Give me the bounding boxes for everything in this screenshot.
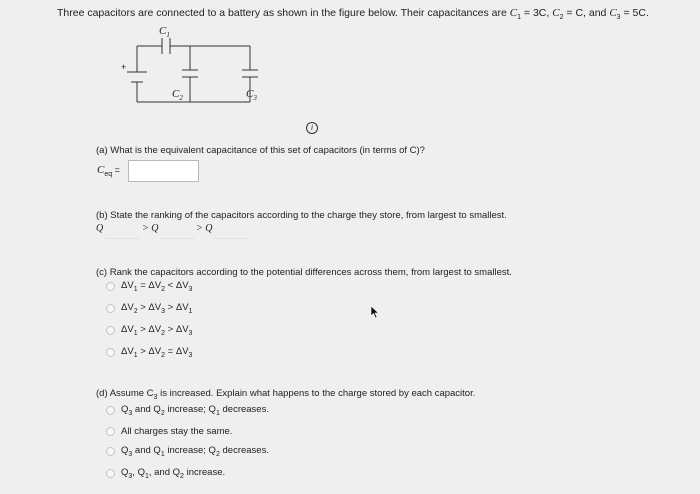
option-label: $Q_3$ and $Q_2$ increase; $Q_1$ decreases. xyxy=(121,404,269,417)
radio-button[interactable] xyxy=(106,406,115,415)
info-icon[interactable]: i xyxy=(306,122,318,134)
ranking-blank-1[interactable] xyxy=(105,224,140,239)
part-a-question: (a) What is the equivalent capacitance of this set of capacitors (in terms of C)? xyxy=(96,145,425,156)
radio-button[interactable] xyxy=(106,469,115,478)
part-b-question: (b) State the ranking of the capacitors according to the charge they store, from largest to smallest. xyxy=(96,210,507,221)
option-label: $\Delta V_2 > \Delta V_3 > \Delta V_1$ xyxy=(121,302,193,315)
c2-label: $C_2$ xyxy=(172,88,183,102)
mouse-cursor-icon xyxy=(370,305,380,319)
c1-label: $C_1$ xyxy=(159,25,170,39)
part-c-option-4[interactable] xyxy=(106,346,192,359)
part-c-option-3[interactable] xyxy=(106,324,192,337)
radio-button[interactable] xyxy=(106,282,115,291)
ranking-sep-2: > Q xyxy=(196,223,213,234)
radio-button[interactable] xyxy=(106,427,115,436)
ranking-blank-3[interactable] xyxy=(214,224,249,239)
option-label: $\Delta V_1 = \Delta V_2 < \Delta V_3$ xyxy=(121,280,193,293)
circuit-diagram xyxy=(110,24,270,116)
option-label: $\Delta V_1 > \Delta V_2 > \Delta V_3$ xyxy=(121,324,193,337)
ceq-input[interactable] xyxy=(128,160,199,182)
option-label: All charges stay the same. xyxy=(121,426,233,437)
battery-plus-label: + xyxy=(121,62,127,72)
option-label: $\Delta V_1 > \Delta V_2 = \Delta V_3$ xyxy=(121,346,193,359)
radio-button[interactable] xyxy=(106,304,115,313)
part-d-option-4[interactable] xyxy=(106,467,225,480)
part-d-question: (d) Assume $C_3$ is increased. Explain what happens to the charge stored by each capacitor. xyxy=(96,388,476,401)
c3-label: $C_3$ xyxy=(246,88,257,102)
part-c-option-1[interactable] xyxy=(106,280,192,293)
part-c-question: (c) Rank the capacitors according to the potential differences across them, from largest to smallest. xyxy=(96,267,512,278)
ceq-label: $C_{eq}$ = xyxy=(97,164,120,178)
ranking-q-first: Q xyxy=(96,223,104,234)
part-d-option-3[interactable] xyxy=(106,445,269,458)
part-d-option-1[interactable] xyxy=(106,404,269,417)
ranking-blank-2[interactable] xyxy=(160,224,195,239)
part-c-option-2[interactable] xyxy=(106,302,192,315)
part-d-option-2[interactable] xyxy=(106,426,232,437)
option-label: $Q_3$ and $Q_1$ increase; $Q_2$ decreases. xyxy=(121,445,269,458)
radio-button[interactable] xyxy=(106,326,115,335)
problem-statement: Three capacitors are connected to a battery as shown in the figure below. Their capacitances are $C_1 = 3C$, $C_2 = C$, and $C_3 = 5C$. xyxy=(57,7,649,21)
radio-button[interactable] xyxy=(106,447,115,456)
ranking-sep-1: > Q xyxy=(142,223,159,234)
radio-button[interactable] xyxy=(106,348,115,357)
option-label: $Q_3$, $Q_1$, and $Q_2$ increase. xyxy=(121,467,226,480)
